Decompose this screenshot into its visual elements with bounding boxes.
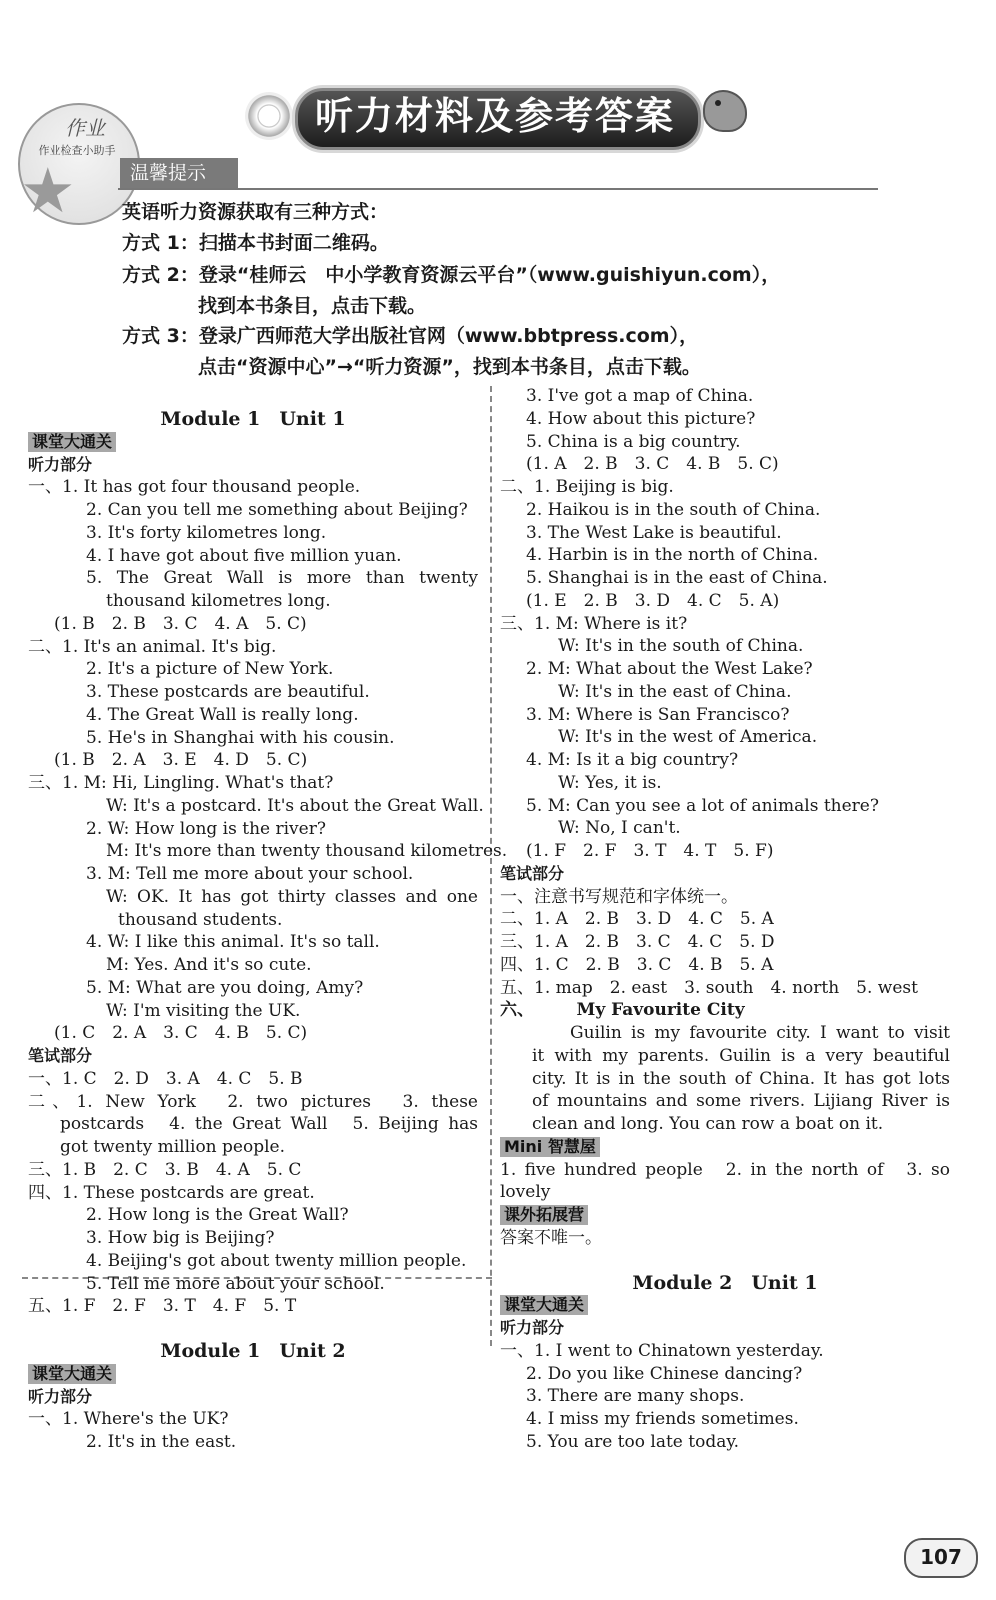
text-line: 4. How about this picture? [526,408,756,429]
answer-line: 5. Tell me more about your school. [86,1273,385,1294]
part-label: 听力部分 [500,1318,565,1337]
text-line: 2. Can you tell me something about Beijing? [86,500,468,520]
text-line: 2. It's in the east. [86,1432,237,1452]
text-line: 3. It's forty kilometres long. [86,522,327,543]
text-line: W: It's in the east of China. [558,681,792,702]
text-line: 4. I miss my friends sometimes. [526,1409,799,1429]
answer-line: got twenty million people. [60,1137,286,1157]
text-line: W: It's in the west of America. [558,727,818,748]
text-line: W: It's a postcard. It's about the Great Wall. [106,795,484,816]
column-divider [490,386,492,1346]
text-line: 5. M: Can you see a lot of animals there? [526,795,879,816]
tip-underline [118,188,878,190]
text-line: W: It's in the south of China. [558,636,804,657]
text-line: thousand students. [118,909,283,930]
module-heading: Module 1 Unit 1 [160,408,346,430]
answer-line: postcards 4. the Great Wall 5. Beijing has [60,1114,478,1135]
stamp-middle-text: 作业检查小助手 [38,144,116,157]
text-line: 一、1. Where's the UK? [28,1409,229,1430]
text-line: 2. Haikou is in the south of China. [526,499,821,520]
tip-line-6: 点击“资源中心”→“听力资源”，找到本书条目，点击下载。 [198,356,701,378]
text-line: 4. M: Is it a big country? [526,750,739,770]
answer-line: 一、注意书写规范和字体统一。 [500,886,738,907]
tip-line-1: 英语听力资源获取有三种方式： [122,201,389,223]
text-line: 二、1. It's an animal. It's big. [28,636,277,657]
text-line: 4. The Great Wall is really long. [86,704,359,725]
answer-line: (1. B 2. B 3. C 4. A 5. C) [54,613,307,634]
answer-line: 四、1. These postcards are great. [28,1182,315,1203]
tip-label: 温馨提示 [120,158,238,188]
answer-line: (1. B 2. A 3. E 4. D 5. C) [54,750,308,771]
tip-line-3: 方式 2：登录“桂师云 中小学教育资源云平台”（www.guishiyun.com）， [122,264,781,286]
title-banner [245,78,750,156]
answer-line: 五、1. map 2. east 3. south 4. north 5. west [500,977,918,998]
section-label: Mini 智慧屋 [500,1137,600,1157]
essay-line: city. It is in the south of China. It has got lots [532,1068,950,1089]
essay-line: Guilin is my favourite city. I want to visit [570,1023,950,1043]
text-line: thousand kilometres long. [106,591,331,611]
module-heading: Module 1 Unit 2 [160,1340,346,1362]
answer-line: 一、1. C 2. D 3. A 4. C 5. B [28,1068,303,1089]
text-line: 2. Do you like Chinese dancing? [526,1363,803,1384]
text-line: M: Yes. And it's so cute. [106,955,312,975]
text-line: 5. He's in Shanghai with his cousin. [86,727,395,748]
bird-eye-icon [715,100,721,106]
answer-line: 二、1. A 2. B 3. D 4. C 5. A [500,909,774,930]
answer-line: 答案不唯一。 [500,1227,602,1248]
page-number: 107 [904,1538,978,1578]
star-icon: ★ [20,154,76,227]
bird-icon [703,90,747,132]
tip-line-2: 方式 1：扫描本书封面二维码。 [122,232,389,254]
answer-line: 三、1. A 2. B 3. C 4. C 5. D [500,932,775,952]
section-label: 课堂大通关 [28,432,116,452]
answer-line: 二、1. New York 2. two pictures 3. these [28,1091,478,1112]
answer-line: 三、1. B 2. C 3. B 4. A 5. C [28,1159,302,1180]
text-line: 一、1. It has got four thousand people. [28,477,361,498]
text-line: 二、1. Beijing is big. [500,477,674,497]
text-line: 5. M: What are you doing, Amy? [86,977,364,998]
section-label: 课堂大通关 [28,1364,116,1384]
left-column [28,408,508,1454]
text-line: 2. It's a picture of New York. [86,659,334,680]
text-line: M: It's more than twenty thousand kilometres. [106,841,508,862]
answer-line: 4. Beijing's got about twenty million people. [86,1250,467,1271]
text-line: 5. Shanghai is in the east of China. [526,568,828,588]
text-line: 4. W: I like this animal. It's so tall. [86,932,380,953]
tip-line-5: 方式 3：登录广西师范大学出版社官网（www.bbtpress.com）， [122,325,699,347]
tip-line-4: 找到本书条目，点击下载。 [198,295,427,317]
flower-icon [245,92,293,140]
text-line: 4. I have got about five million yuan. [86,545,402,566]
page-title: 听力材料及参考答案 [314,94,675,138]
text-line: 3. The West Lake is beautiful. [526,522,782,543]
text-line: W: No, I can't. [558,818,681,839]
text-line: 4. Harbin is in the north of China. [526,545,819,566]
text-line: W: OK. It has got thirty classes and one [106,886,478,907]
text-line: 三、1. M: Where is it? [500,613,688,634]
answer-line: 四、1. C 2. B 3. C 4. B 5. A [500,954,774,975]
answer-line: (1. A 2. B 3. C 4. B 5. C) [526,454,779,475]
text-line: 2. W: How long is the river? [86,818,326,839]
right-column [500,385,950,1454]
text-line: 3. I've got a map of China. [526,386,754,406]
text-line: 5. The Great Wall is more than twenty [86,568,478,589]
text-line: 3. These postcards are beautiful. [86,682,370,702]
text-line: W: Yes, it is. [558,772,662,793]
text-line: 3. There are many shops. [526,1386,745,1407]
answer-line: (1. F 2. F 3. T 4. T 5. F) [526,841,774,861]
answer-line: 3. How big is Beijing? [86,1228,275,1248]
text-line: 3. M: Tell me more about your school. [86,864,414,884]
answer-line: lovely [500,1182,551,1203]
text-line: 3. M: Where is San Francisco? [526,704,790,725]
answer-line: 五、1. F 2. F 3. T 4. F 5. T [28,1296,297,1317]
essay-line: of mountains and some rivers. Lijiang River is [532,1091,950,1112]
section-label: 课堂大通关 [500,1295,588,1315]
essay-line: it with my parents. Guilin is a very beautiful [532,1045,950,1066]
module-heading: Module 2 Unit 1 [632,1271,818,1294]
essay-line: clean and long. You can row a boat on it. [532,1114,884,1134]
text-line: 5. You are too late today. [526,1431,740,1452]
part-label: 笔试部分 [500,863,565,883]
essay-title: 六、 My Favourite City [500,1000,745,1021]
part-label: 听力部分 [28,454,93,474]
part-label: 笔试部分 [28,1046,93,1065]
answer-line: (1. C 2. A 3. C 4. B 5. C) [54,1023,308,1044]
stamp-top-text: 作业 [65,116,105,140]
text-line: 三、1. M: Hi, Lingling. What's that? [28,773,334,793]
answer-line: 1. five hundred people 2. in the north of 3. so [500,1159,950,1180]
text-line: 一、1. I went to Chinatown yesterday. [500,1340,824,1361]
answer-line: 2. How long is the Great Wall? [86,1205,349,1226]
part-label: 听力部分 [28,1386,93,1406]
text-line: W: I'm visiting the UK. [106,1000,301,1021]
text-line: 5. China is a big country. [526,431,741,452]
answer-line: (1. E 2. B 3. D 4. C 5. A) [526,590,780,611]
section-label: 课外拓展营 [500,1205,588,1225]
text-line: 2. M: What about the West Lake? [526,659,813,679]
